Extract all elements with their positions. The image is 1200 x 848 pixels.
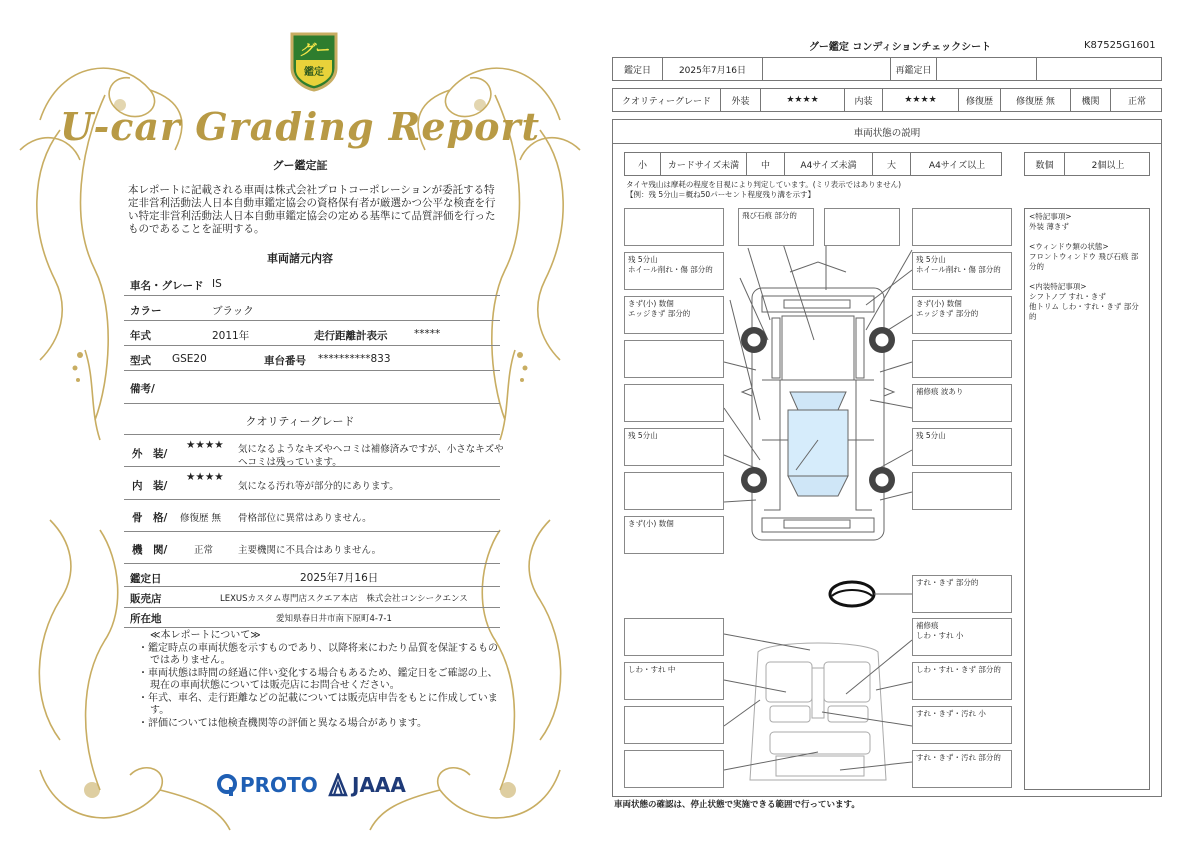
spec-value: 2011年 — [212, 330, 250, 342]
quality-text: ヘコミは残っています。 — [238, 457, 342, 468]
special-value: シフトノブ すれ・きず — [1029, 292, 1106, 301]
spec-row-remarks — [124, 372, 500, 404]
appraisal-label: 鑑定日 — [130, 573, 162, 585]
int-label: 内装 — [845, 89, 883, 111]
date-label: 鑑定日 — [613, 58, 663, 80]
sheet-footer: 車両状態の確認は、停止状態で実施できる範囲で行っています。 — [614, 800, 860, 810]
note-box-ext-l1 — [624, 208, 724, 246]
spec-value: GSE20 — [172, 353, 207, 365]
quality-text: 主要機関に不具合はありません。 — [238, 545, 382, 556]
re-date-label: 再鑑定日 — [891, 58, 937, 80]
legend-medium: 中 — [747, 153, 785, 175]
jaaa-mark-icon — [328, 773, 348, 797]
note-text: ホイール削れ・傷 部分的 — [628, 265, 713, 274]
note-text: 残 5分山 — [628, 431, 658, 440]
note-text: 残 5分山 — [628, 255, 658, 264]
quality-label: 内 装/ — [132, 480, 168, 492]
appraisal-dealer-row — [124, 587, 500, 608]
note-box-int-r5 — [912, 750, 1012, 788]
special-notes-panel — [1024, 208, 1150, 790]
note-text: しわ・すれ 中 — [628, 665, 676, 674]
note-box-int-l1 — [624, 618, 724, 656]
sheet-title: グー鑑定 コンディションチェックシート — [808, 42, 992, 53]
note-box-steering — [912, 575, 1012, 613]
special-value: 他トリム しわ・すれ・きず 部分的 — [1029, 302, 1139, 321]
note-text: すれ・きず・汚れ 小 — [916, 709, 986, 718]
note-text: しわ・すれ 小 — [916, 631, 964, 640]
note-box-int-r2 — [912, 618, 1012, 656]
note-text: きず(小) 数個 — [628, 299, 674, 308]
engine-value: 正常 — [1127, 96, 1146, 107]
note-box-int-l3 — [624, 662, 724, 700]
note-text: きず(小) 数個 — [916, 299, 962, 308]
proto-logo — [216, 772, 318, 798]
appraisal-address-row — [124, 608, 500, 628]
quality-value: 修復歴 無 — [180, 513, 222, 524]
appraisal-value: 愛知県春日井市南下原町4-7-1 — [276, 614, 392, 624]
legend-count-desc: 2個以上 — [1091, 160, 1125, 171]
quality-label: 骨 格/ — [132, 512, 168, 524]
note-box-ext-l2 — [624, 252, 724, 290]
quality-label: 外 装/ — [132, 448, 168, 460]
note-box-ext-l8 — [624, 516, 724, 554]
appraisal-value: LEXUSカスタム専門店スクエア本店 株式会社コンシークエンス — [220, 594, 468, 604]
ext-label: 外装 — [721, 89, 761, 111]
spec-label: カラー — [130, 305, 162, 317]
tire-example: 【例：残 5分山＝概ね50パーセント程度残り溝を示す】 — [626, 190, 816, 199]
appraisal-value: 2025年7月16日 — [300, 572, 379, 584]
legend-medium-desc: A4サイズ未満 — [785, 153, 873, 175]
note-box-ext-r5 — [912, 384, 1012, 422]
note-box-ext-l4 — [624, 340, 724, 378]
note-box-ext-l7 — [624, 472, 724, 510]
note-box-ext-r7 — [912, 472, 1012, 510]
repair-value: 修復歴 無 — [1001, 89, 1071, 111]
section-title: 車両状態の説明 — [613, 120, 1161, 144]
special-value: 外装 薄きず — [1029, 222, 1069, 231]
date-value: 2025年7月16日 — [663, 58, 763, 80]
note-box-int-l5 — [624, 750, 724, 788]
note-box-int-l4 — [624, 706, 724, 744]
quality-value: 正常 — [194, 545, 214, 556]
intro-text: 本レポートに記載される車両は株式会社プロトコーポレーションが委託する特定非営利活動法人日本自動車鑑定協会の資格保有者が厳選かつ公平な検査を行い特定非営利活動法人日本自動車鑑定協会の定める基準にて品質評価を行ったものであることを証明する。 — [128, 184, 496, 235]
spec-label: 車台番号 — [264, 355, 306, 367]
report-notes — [138, 630, 498, 730]
quality-row-interior — [124, 467, 500, 500]
special-heading: <ウィンドウ類の状態> — [1029, 242, 1109, 251]
note-text: 補修痕 — [916, 621, 939, 630]
spec-row-year — [124, 321, 500, 346]
spec-row-color — [124, 296, 500, 321]
note-text: きず(小) 数個 — [628, 519, 674, 528]
special-value: フロントウィンドウ 飛び石痕 部分的 — [1029, 252, 1139, 271]
note-box-ext-l6 — [624, 428, 724, 466]
note-text: 残 5分山 — [916, 255, 946, 264]
badge-brand: グー — [298, 41, 329, 59]
grade-label: クオリティーグレード — [613, 89, 721, 111]
spec-label: 車名・グレード — [130, 280, 204, 292]
engine-label: 機関 — [1071, 89, 1111, 111]
spec-label: 備考/ — [130, 383, 155, 395]
jaaa-logo — [328, 772, 406, 798]
int-value: ★★★★ — [883, 89, 959, 111]
note-box-int-r3 — [912, 662, 1012, 700]
ext-value: ★★★★ — [761, 89, 845, 111]
badge-label: 鑑定 — [304, 67, 324, 78]
spec-value: ブラック — [212, 305, 254, 317]
note-text: すれ・きず・汚れ 部分的 — [916, 753, 1001, 762]
note-item: ・年式、車名、走行距離などの記載については販売店申告をもとに作成しています。 — [138, 692, 498, 716]
note-box-ext-r2 — [912, 252, 1012, 290]
quality-stars: ★★★★ — [186, 471, 224, 483]
note-box-ext-r6 — [912, 428, 1012, 466]
jaaa-logo-text: JAAA — [352, 773, 406, 797]
quality-heading: クオリティーグレード — [245, 415, 355, 428]
legend-small-desc: カードサイズ未満 — [661, 153, 747, 175]
appraisal-date-row — [124, 565, 500, 587]
note-text: 補修痕 波あり — [916, 387, 964, 396]
certificate-heading: グー鑑定証 — [272, 159, 328, 172]
quality-row-engine — [124, 532, 500, 564]
quality-text: 気になる汚れ等が部分的にあります。 — [238, 481, 399, 492]
quality-text: 骨格部位に異常はありません。 — [238, 513, 372, 524]
note-text: 残 5分山 — [916, 431, 946, 440]
note-box-ext-l3 — [624, 296, 724, 334]
note-text: エッジきず 部分的 — [628, 309, 691, 318]
spec-label: 型式 — [130, 355, 151, 367]
legend-large-desc: A4サイズ以上 — [928, 160, 986, 171]
appraisal-label: 所在地 — [130, 613, 162, 625]
quality-text: 気になるようなキズやヘコミは補修済みですが、小さなキズや — [238, 444, 504, 455]
note-item: ・車両状態は時間の経過に伴い変化する場合もあるため、鑑定日をご確認の上、現在の車両状態については販売店にお問合せください。 — [138, 667, 498, 691]
sheet-id: K87525G1601 — [1084, 40, 1156, 51]
proto-mark-icon — [216, 773, 238, 797]
note-text: ホイール削れ・傷 部分的 — [916, 265, 1001, 274]
spec-value: IS — [212, 278, 222, 290]
spec-value: ***** — [414, 328, 441, 340]
goo-appraisal-badge — [286, 30, 342, 92]
spec-row-model — [124, 346, 500, 371]
note-box-ext-r3 — [912, 296, 1012, 334]
quality-row-frame — [124, 500, 500, 532]
note-box-ext-top-1 — [738, 208, 814, 246]
legend-count: 数個 — [1025, 153, 1065, 175]
specs-heading: 車両諸元内容 — [267, 252, 333, 265]
special-heading: <特記事項> — [1029, 212, 1072, 221]
note-box-ext-r1 — [912, 208, 1012, 246]
note-box-ext-r4 — [912, 340, 1012, 378]
special-heading: <内装特記事項> — [1029, 282, 1087, 291]
note-box-ext-top-2 — [824, 208, 900, 246]
note-item: ・鑑定時点の車両状態を示すものであり、以降将来にわたり品質を保証するものではありません。 — [138, 642, 498, 666]
note-box-ext-l5 — [624, 384, 724, 422]
report-title: U-car Grading Report — [59, 104, 541, 149]
spec-label: 走行距離計表示 — [314, 330, 388, 342]
repair-label: 修復歴 — [959, 89, 1001, 111]
legend-large: 大 — [873, 153, 911, 175]
spec-row-name — [124, 271, 500, 296]
proto-logo-text: PROTO — [240, 773, 318, 797]
note-text: 飛び石痕 部分的 — [742, 211, 797, 220]
quality-label: 機 関/ — [132, 544, 168, 556]
note-text: エッジきず 部分的 — [916, 309, 979, 318]
note-text: しわ・すれ・きず 部分的 — [916, 665, 1001, 674]
quality-stars: ★★★★ — [186, 439, 224, 451]
quality-row-exterior — [124, 434, 504, 468]
condition-check-sheet — [600, 0, 1200, 848]
spec-label: 年式 — [130, 330, 151, 342]
legend-small: 小 — [625, 153, 661, 175]
tire-note: タイヤ残山は摩耗の程度を目視により判定しています。(ミリ表示ではありません) — [626, 180, 902, 189]
notes-heading: ≪本レポートについて≫ — [150, 630, 261, 641]
spec-value: **********833 — [318, 353, 391, 365]
note-box-int-r4 — [912, 706, 1012, 744]
appraisal-label: 販売店 — [130, 593, 162, 605]
steering-wheel-icon — [830, 582, 874, 606]
note-item: ・評価については他検査機関等の評価と異なる場合があります。 — [138, 717, 427, 729]
note-text: すれ・きず 部分的 — [916, 578, 979, 587]
